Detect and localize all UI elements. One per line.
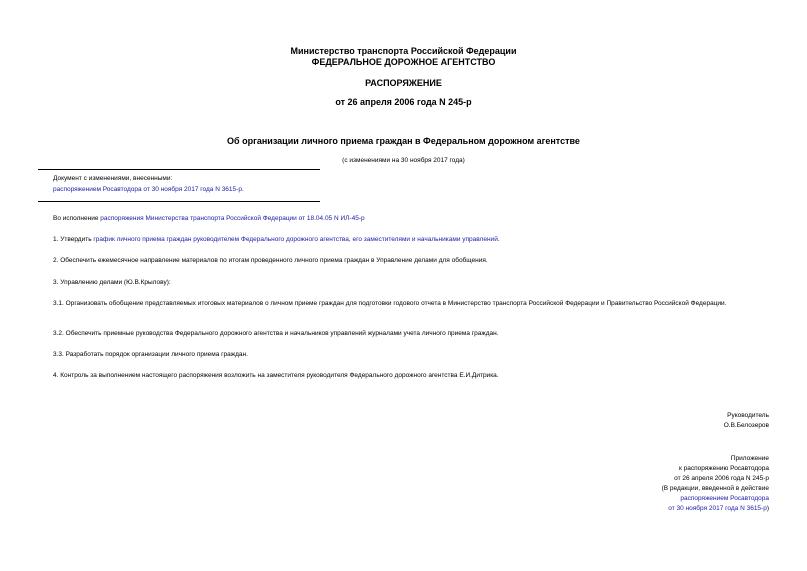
appendix-edition-note: (В редакции, введенной в действие xyxy=(661,485,769,492)
paragraph-4: 4. Контроль за выполнением настоящего распоряжения возложить на заместителя руководителя Федерального дорожного агентства Е.И.Дитрика. xyxy=(53,372,499,379)
appendix-amendment-date-link[interactable]: от 30 ноября 2017 года N 3615-р xyxy=(668,505,767,512)
appendix-edition-link-line2: от 30 ноября 2017 года N 3615-р) xyxy=(668,505,769,512)
paragraph-3-1: 3.1. Организовать обобщение представляемых итоговых материалов о личном приеме граждан для подготовки годового отчета в Министерство транспорта Российской Федерации и Правительство Российской Федерации. xyxy=(53,300,727,307)
changes-box-label: Документ с изменениями, внесенными: xyxy=(53,175,173,182)
paragraph-3: 3. Управлению делами (Ю.В.Крылову): xyxy=(53,279,171,286)
paragraph-3-2: 3.2. Обеспечить приемные руководства Федерального дорожного агентства и начальников управлений журналами учета личного приема граждан. xyxy=(53,330,499,337)
changes-box-top-rule xyxy=(38,169,320,170)
ministry-order-link[interactable]: распоряжения Министерства транспорта Российской Федерации от 18.04.05 N ИЛ-45-р xyxy=(100,215,365,222)
signature-name: О.В.Белозеров xyxy=(723,422,769,429)
appendix-edition-link-line1 xyxy=(680,494,769,504)
paragraph-1: 1. Утвердить график личного приема граждан руководителем Федерального дорожного агентства, его заместителями и начальниками управлений. xyxy=(53,236,500,243)
appendix-amendment-link[interactable]: распоряжением Росавтодора xyxy=(680,495,769,502)
agency-name: ФЕДЕРАЛЬНОЕ ДОРОЖНОЕ АГЕНТСТВО xyxy=(311,57,496,67)
paragraph-2: 2. Обеспечить ежемесячное направление материалов по итогам проведенного личного приема граждан в Управление делами для обобщения. xyxy=(53,257,488,264)
paragraph-3-3: 3.3. Разработать порядок организации личного приема граждан. xyxy=(53,351,248,358)
appendix-order-date: от 26 апреля 2006 года N 245-р xyxy=(674,475,769,482)
amendment-order-link[interactable]: распоряжением Росавтодора от 30 ноября 2017 года N 3615-р xyxy=(53,186,242,193)
signature-role: Руководитель xyxy=(727,412,769,419)
document-date: от 26 апреля 2006 года N 245-р xyxy=(335,97,472,107)
document-title: Об организации личного приема граждан в Федеральном дорожном агентстве xyxy=(227,136,580,146)
schedule-link[interactable]: график личного приема граждан руководителем Федерального дорожного агентства, его заместителями и начальниками управлений xyxy=(93,236,498,243)
appendix-label: Приложение xyxy=(730,455,769,462)
document-type: РАСПОРЯЖЕНИЕ xyxy=(365,78,442,88)
amendment-note: (с изменениями на 30 ноября 2017 года) xyxy=(342,157,465,164)
changes-box-bottom-rule xyxy=(38,201,320,202)
preamble-paragraph: Во исполнение распоряжения Министерства транспорта Российской Федерации от 18.04.05 N ИЛ-45-р xyxy=(53,215,365,222)
changes-box-reference: распоряжением Росавтодора от 30 ноября 2017 года N 3615-р. xyxy=(53,186,244,193)
appendix-order-ref: к распоряжению Росавтодора xyxy=(678,465,769,472)
ministry-name: Министерство транспорта Российской Федерации xyxy=(290,46,517,56)
